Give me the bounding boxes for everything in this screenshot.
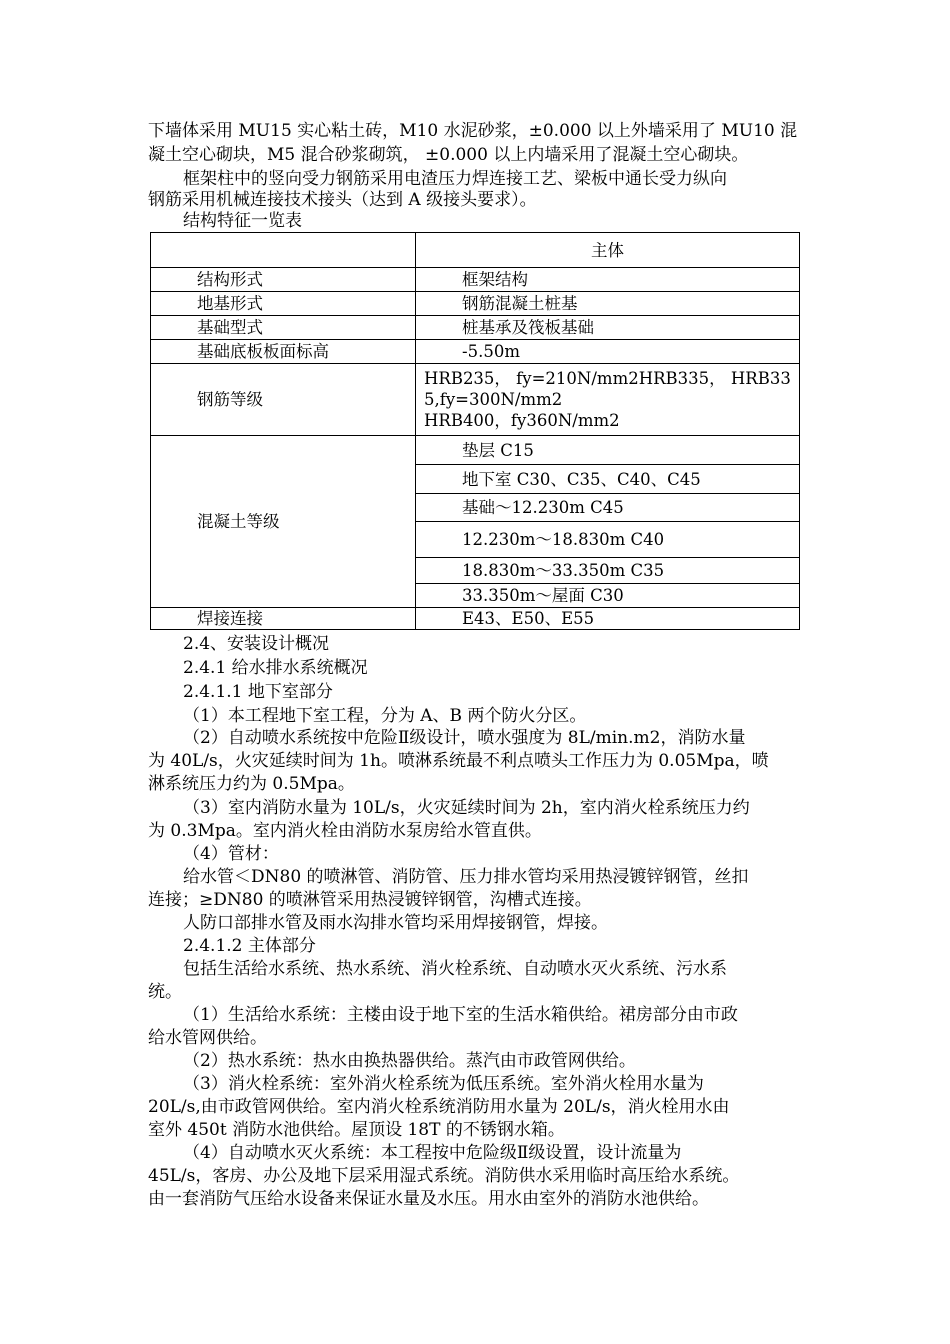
- section-heading: 2.4.1.1 地下室部分: [183, 682, 333, 702]
- paragraph-line: （1）生活给水系统：主楼由设于地下室的生活水箱供给。裙房部分由市政: [183, 1005, 738, 1025]
- concrete-grade: 12.230m～18.830m C40: [416, 522, 800, 558]
- table-row-value: 钢筋混凝土桩基: [416, 292, 800, 316]
- paragraph-line: 45L/s，客房、办公及地下层采用湿式系统。消防供水采用临时高压给水系统。: [148, 1166, 740, 1186]
- paragraph-line: 包括生活给水系统、热水系统、消火栓系统、自动喷水灭火系统、污水系: [183, 959, 727, 979]
- paragraph-line: 给水管网供给。: [148, 1028, 267, 1048]
- table-header: 主体: [416, 233, 800, 268]
- paragraph-line: （2）热水系统：热水由换热器供给。蒸汽由市政管网供给。: [183, 1051, 636, 1071]
- table-row-label: 基础底板板面标高: [151, 340, 416, 364]
- section-heading: 2.4.1.2 主体部分: [183, 936, 316, 956]
- paragraph-line: （4）管材：: [183, 844, 279, 864]
- intro-line: 钢筋采用机械连接技术接头（达到 A 级接头要求）。: [148, 190, 537, 210]
- paragraph-line: 给水管＜DN80 的喷淋管、消防管、压力排水管均采用热浸镀锌钢管，丝扣: [183, 867, 749, 887]
- concrete-grade: 33.350m～屋面 C30: [416, 584, 800, 608]
- table-row-value: -5.50m: [416, 340, 800, 364]
- paragraph-line: （3）室内消防水量为 10L/s，火灾延续时间为 2h，室内消火栓系统压力约: [183, 798, 750, 818]
- paragraph-line: 20L/s,由市政管网供给。室内消火栓系统消防用水量为 20L/s，消火栓用水由: [148, 1097, 730, 1117]
- table-row-label: 基础型式: [151, 316, 416, 340]
- rebar-grade-line: HRB235， fy=210N/mm2HRB335， HRB335,fy=300N/mm2: [424, 369, 791, 409]
- table-row-value: 桩基承及筏板基础: [416, 316, 800, 340]
- table-row-label: 钢筋等级: [151, 364, 416, 436]
- paragraph-line: 为 0.3Mpa。室内消火栓由消防水泵房给水管直供。: [148, 821, 542, 841]
- table-row-label: 焊接连接: [151, 608, 416, 630]
- table-caption: 结构特征一览表: [183, 211, 302, 231]
- paragraph-line: 室外 450t 消防水池供给。屋顶设 18T 的不锈钢水箱。: [148, 1120, 565, 1140]
- concrete-grade: 地下室 C30、C35、C40、C45: [416, 465, 800, 494]
- concrete-grade: 基础～12.230m C45: [416, 494, 800, 522]
- section-heading: 2.4、安装设计概况: [183, 634, 330, 654]
- paragraph-line: 人防口部排水管及雨水沟排水管均采用焊接钢管，焊接。: [183, 913, 608, 933]
- table-row-value: [416, 364, 800, 436]
- section-heading: 2.4.1 给水排水系统概况: [183, 658, 368, 678]
- table-row-label: 结构形式: [151, 268, 416, 292]
- structure-table: [150, 232, 800, 630]
- intro-line: 凝土空心砌块，M5 混合砂浆砌筑， ±0.000 以上内墙采用了混凝土空心砌块。: [148, 145, 749, 165]
- paragraph-line: （3）消火栓系统：室外消火栓系统为低压系统。室外消火栓用水量为: [183, 1074, 704, 1094]
- table-row-label: 地基形式: [151, 292, 416, 316]
- intro-line: 框架柱中的竖向受力钢筋采用电渣压力焊连接工艺、梁板中通长受力纵向: [183, 169, 727, 189]
- paragraph-line: 淋系统压力约为 0.5Mpa。: [148, 774, 355, 794]
- paragraph-line: 由一套消防气压给水设备来保证水量及水压。用水由室外的消防水池供给。: [148, 1189, 709, 1209]
- paragraph-line: 连接；≥DN80 的喷淋管采用热浸镀锌钢管，沟槽式连接。: [148, 890, 592, 910]
- intro-line: 下墙体采用 MU15 实心粘土砖，M10 水泥砂浆，±0.000 以上外墙采用了 MU10 混: [148, 121, 798, 141]
- paragraph-line: 为 40L/s，火灾延续时间为 1h。喷淋系统最不利点喷头工作压力为 0.05Mpa，喷: [148, 751, 769, 771]
- paragraph-line: （1）本工程地下室工程，分为 A、B 两个防火分区。: [183, 706, 587, 726]
- rebar-grade-line: HRB400，fy360N/mm2: [424, 411, 620, 430]
- paragraph-line: （2）自动喷水系统按中危险Ⅱ级设计，喷水强度为 8L/min.m2，消防水量: [183, 728, 746, 748]
- paragraph-line: （4）自动喷水灭火系统：本工程按中危险级Ⅱ级设置，设计流量为: [183, 1143, 682, 1163]
- paragraph-line: 统。: [148, 982, 182, 1002]
- table-row-value: E43、E50、E55: [416, 608, 800, 630]
- table-row-value: 框架结构: [416, 268, 800, 292]
- concrete-grade: 垫层 C15: [416, 436, 800, 465]
- table-row-label: 混凝土等级: [151, 436, 416, 608]
- concrete-grade: 18.830m～33.350m C35: [416, 558, 800, 584]
